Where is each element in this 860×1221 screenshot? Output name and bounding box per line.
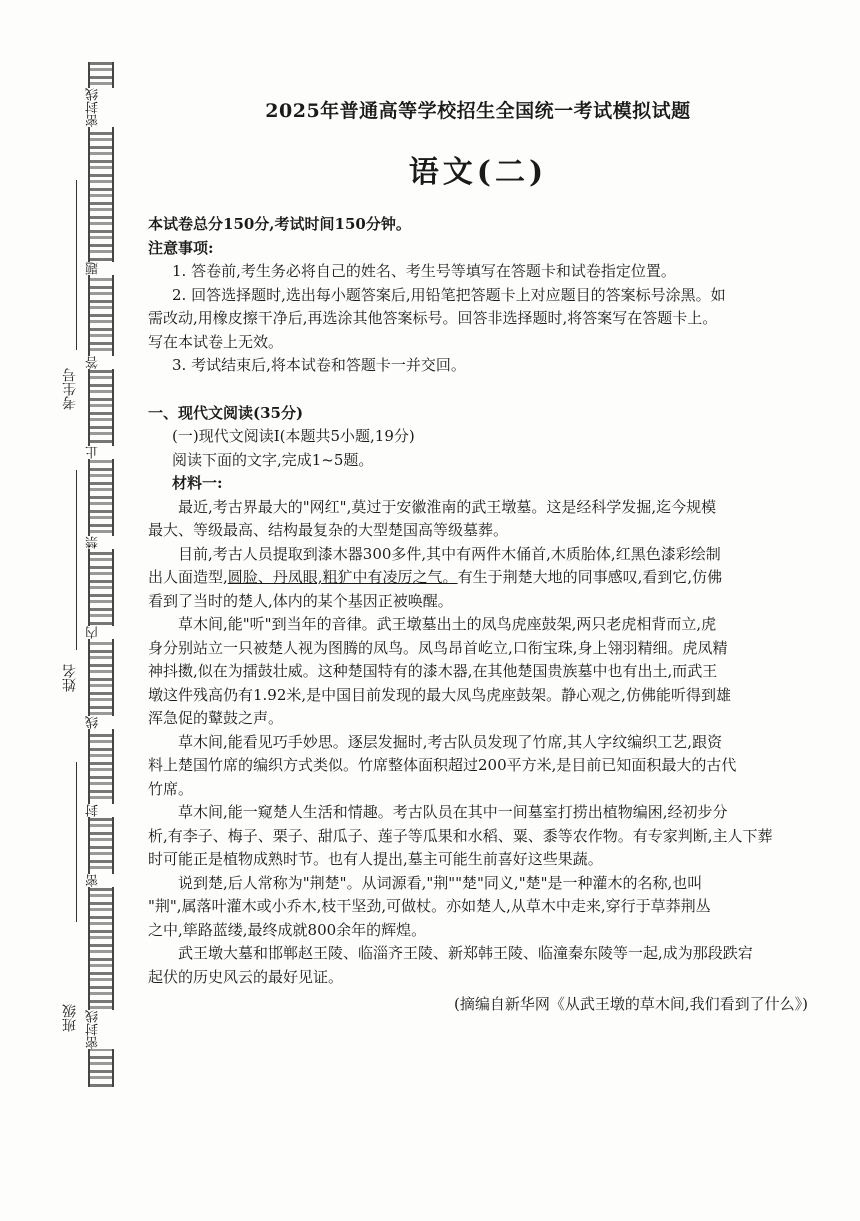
article-line: 看到了当时的楚人,体内的某个基因正被唤醒。: [148, 591, 453, 610]
note-2-cont: 写在本试卷上无效。: [148, 332, 284, 351]
article-line: 最大、等级最高、结构最复杂的大型楚国高等级墓葬。: [148, 521, 509, 539]
binding-margin: [0, 0, 130, 1221]
label-name: 姓名: [62, 664, 78, 692]
article-line: 墩这件残高仍有1.92米,是中国目前发现的最大凤鸟虎座鼓架。静心观之,仿佛能听得到雄: [148, 685, 731, 704]
article-line: "荆",属落叶灌木或小乔木,枝干坚劲,可做杖。亦如楚人,从草木中走来,穿行于草莽荆丛: [148, 897, 711, 915]
fill-line: [76, 762, 77, 922]
article-line: 时可能正是植物成熟时节。也有人提出,墓主可能生前喜好这些果蔬。: [148, 850, 603, 868]
binding-word: 封: [86, 804, 114, 817]
score-time: 本试卷总分150分,考试时间150分钟。: [148, 215, 411, 233]
article-paragraph: 最近,考古界最大的"网红",莫过于安徽淮南的武王墩墓。这是经科学发掘,迄今规模: [178, 497, 717, 516]
article-paragraph: 说到楚,后人常称为"荆楚"。从词源看,"荆""楚"同义,"楚"是一种灌木的名称,也叫: [178, 873, 703, 892]
text-fragment: 出人面造型,: [148, 568, 228, 586]
article-paragraph: 武王墩大墓和邯郸赵王陵、临淄齐王陵、新郑韩王陵、临潼秦东陵等一起,成为那段跌宕: [178, 944, 753, 962]
article-line: 浑急促的鼙鼓之声。: [148, 709, 284, 727]
binding-word: 止: [86, 446, 114, 459]
subject-title: 语文(二): [408, 155, 548, 190]
article-line: 析,有李子、梅子、栗子、甜瓜子、莲子等瓜果和水稻、粟、黍等农作物。有专家判断,主人下葬: [148, 826, 773, 845]
article-source: (摘编自新华网《从武王墩的草木间,我们看到了什么》): [454, 995, 808, 1013]
notes-title: 注意事项:: [148, 238, 214, 257]
binding-word: 内: [86, 626, 114, 639]
article-paragraph: 草木间,能一窥楚人生活和情趣。考古队员在其中一间墓室打捞出植物编困,经初步分: [178, 803, 728, 821]
binding-word: 密封线: [86, 1010, 114, 1049]
reading-instruction: 阅读下面的文字,完成1~5题。: [172, 450, 374, 469]
article-line: 竹席。: [148, 779, 194, 798]
article-line: 身分别站立一只被楚人视为图腾的凤鸟。凤鸟昂首屹立,口衔宝珠,身上翎羽精细。虎凤精: [148, 638, 728, 657]
binding-word: 题: [86, 262, 114, 275]
binding-border: [88, 62, 114, 1087]
article-line: 之中,筚路蓝缕,最终成就800余年的辉煌。: [148, 920, 427, 939]
fill-line: [76, 180, 77, 350]
subsection-title: (一)现代文阅读Ⅰ(本题共5小题,19分): [172, 427, 415, 445]
binding-word: 禁: [86, 536, 114, 549]
text-fragment: 有生于荆楚大地的同事感叹,看到它,仿佛: [457, 568, 723, 586]
material-label: 材料一:: [172, 474, 223, 492]
article-paragraph: 目前,考古人员提取到漆木器300多件,其中有两件木俑首,木质胎体,红黑色漆彩绘制: [178, 544, 721, 563]
label-candidate-number: 考生号: [62, 368, 78, 410]
fill-line: [76, 470, 77, 650]
binding-word: 线: [86, 716, 114, 729]
article-line: 神抖擞,似在为擂鼓壮威。这种楚国特有的漆木器,在其他楚国贵族墓中也有出土,而武王: [148, 662, 718, 680]
label-class: 班级: [62, 1004, 78, 1032]
article-paragraph: 草木间,能看见巧手妙思。逐层发掘时,考古队员发现了竹席,其人字纹编织工艺,跟资: [178, 732, 723, 751]
article-paragraph: 草木间,能"听"到当年的音律。武王墩墓出土的凤鸟虎座鼓架,两只老虎相背而立,虎: [178, 615, 717, 633]
article-line: 料上楚国竹席的编织方式类似。竹席整体面积超过200平方米,是目前已知面积最大的古代: [148, 756, 737, 774]
binding-word: 答: [86, 356, 114, 369]
exam-title: 2025年普通高等学校招生全国统一考试模拟试题: [265, 100, 691, 122]
note-2-cont: 需改动,用橡皮擦干净后,再选涂其他答案标号。回答非选择题时,将答案写在答题卡上。: [148, 309, 718, 327]
note-3: 3. 考试结束后,将本试卷和答题卡一并交回。: [172, 356, 466, 374]
note-2: 2. 回答选择题时,选出每小题答案后,用铅笔把答题卡上对应题目的答案标号涂黑。如: [172, 285, 726, 304]
binding-word: 密: [86, 874, 114, 887]
section-title: 一、现代文阅读(35分): [148, 403, 304, 422]
article-line: [148, 566, 808, 590]
article-line: 起伏的历史风云的最好见证。: [148, 967, 344, 986]
exam-page: [148, 92, 808, 1016]
note-1: 1. 答卷前,考生务必将自己的姓名、考生号等填写在答题卡和试卷指定位置。: [172, 262, 676, 280]
binding-word: 密封线: [86, 88, 114, 127]
underlined-phrase: 圆脸、丹凤眼,粗犷中有凌厉之气。: [227, 568, 458, 586]
